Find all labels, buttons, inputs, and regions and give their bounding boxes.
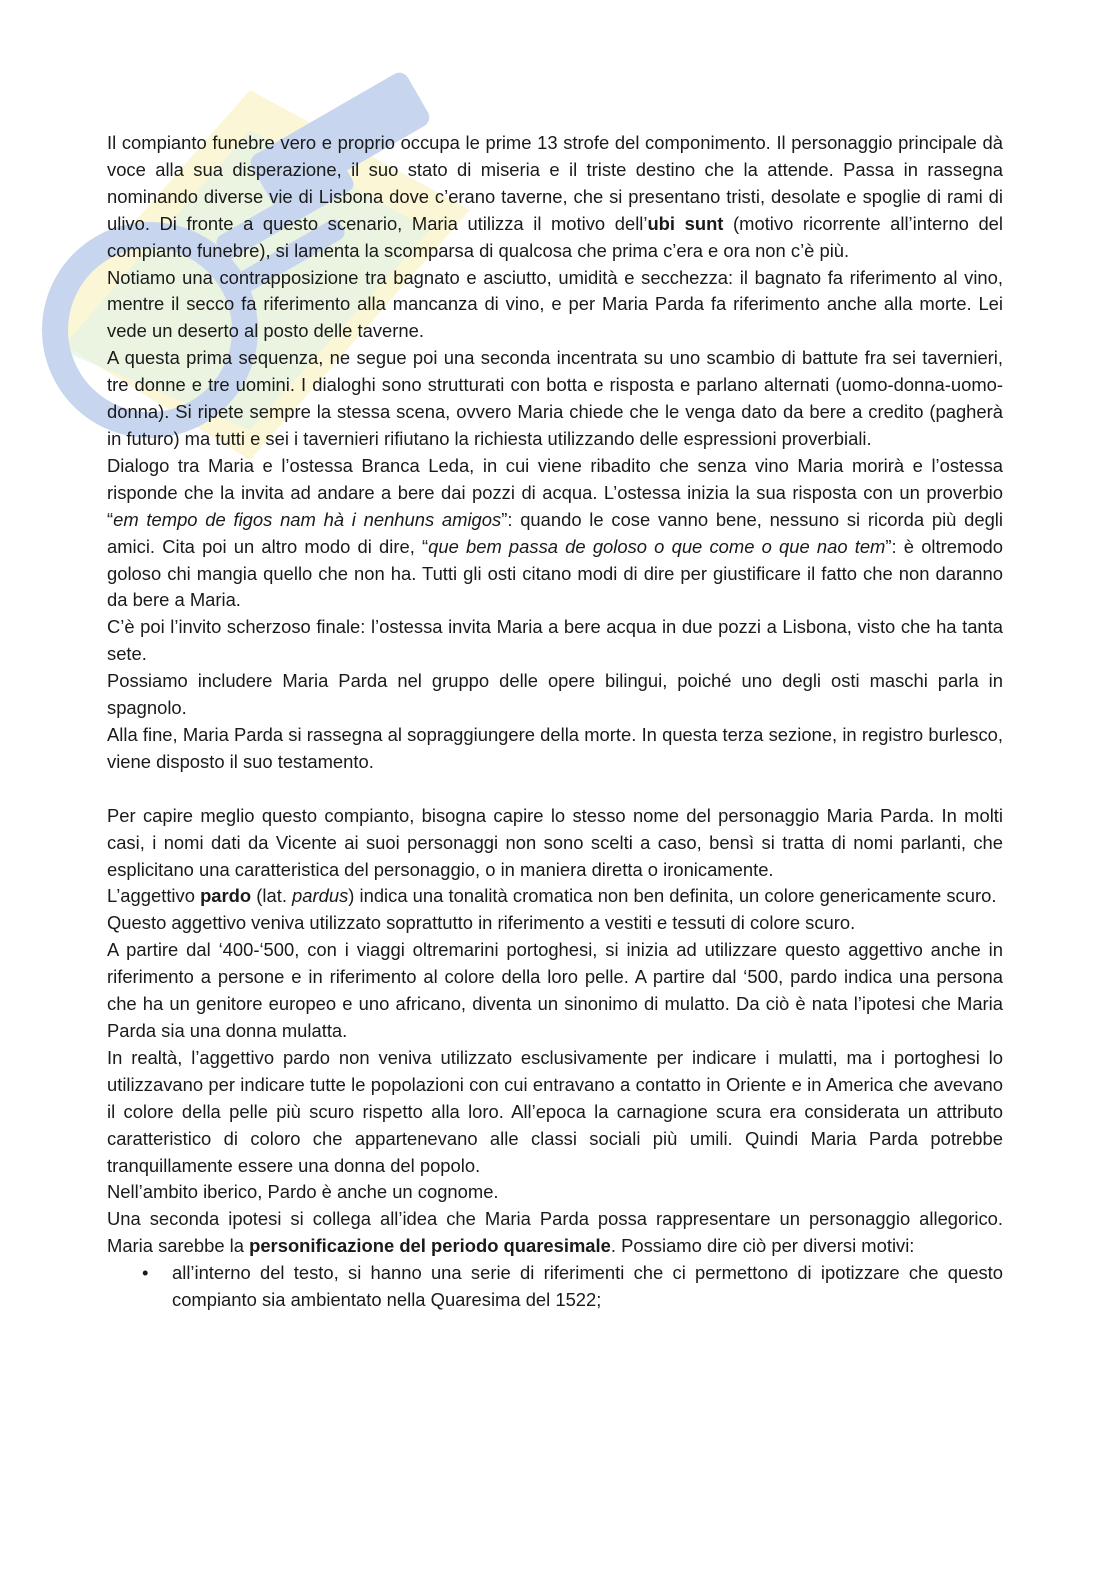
- paragraph-text: L’aggettivo: [107, 885, 201, 907]
- paragraph: In realtà, l’aggettivo pardo non veniva utilizzato esclusivamente per indicare i mulatti, ma i portoghesi lo utilizzavano per indicare tutte le popolazioni con cui entravano a contatto in Oriente e in America che avevano il colore della pelle più scuro rispetto alla loro. All’epoca la carnagione scura era considerata un attributo caratteristico di coloro che appartenevano alle classi sociali più umili. Quindi Maria Parda potrebbe tranquillamente essere una donna del popolo.: [107, 1046, 1003, 1176]
- paragraph-text: (motivo ricorrente all’interno del compianto funebre), si lamenta la scomparsa di qualcosa che prima c’era e ora non c’è più.: [107, 212, 1003, 261]
- paragraph: Possiamo includere Maria Parda nel gruppo delle opere bilingui, poiché uno degli osti maschi parla in spagnolo.: [107, 670, 1003, 719]
- bold-term: personificazione del periodo quaresimale: [249, 1235, 611, 1257]
- paragraph: Notiamo una contrapposizione tra bagnato e asciutto, umidità e secchezza: il bagnato fa riferimento al vino, mentre il secco fa riferimento alla mancanza di vino, e per Maria Parda fa riferimento anche alla morte. Lei vede un deserto al posto delle taverne.: [107, 266, 1003, 342]
- paragraph: A questa prima sequenza, ne segue poi una seconda incentrata su uno scambio di battute fra sei tavernieri, tre donne e tre uomini. I dialoghi sono strutturati con botta e risposta e parlano alternati (uomo-donna-uomo-donna). Si ripete sempre la stessa scena, ovvero Maria chiede che le venga dato da bere a credito (pagherà in futuro) ma tutti e sei i tavernieri rifiutano la richiesta utilizzando delle espressioni proverbiali.: [107, 347, 1003, 449]
- italic-term: pardus: [292, 885, 349, 907]
- paragraph: [107, 1206, 1003, 1260]
- paragraph: A partire dal ‘400-‘500, con i viaggi oltremarini portoghesi, si inizia ad utilizzare questo aggettivo anche in riferimento a persone e in riferimento al colore della loro pelle. A partire dal ‘500, pardo indica una persona che ha un genitore europeo e uno africano, diventa un sinonimo di mulatto. Da ciò è nata l’ipotesi che Maria Parda sia una donna mulatta.: [107, 939, 1003, 1041]
- blank-line: [107, 776, 1003, 803]
- paragraph: [107, 130, 1003, 265]
- list-item: [107, 1260, 1003, 1314]
- bold-term: pardo: [200, 885, 252, 907]
- paragraph-text: . Possiamo dire ciò per diversi motivi:: [610, 1235, 915, 1257]
- italic-quote: em tempo de figos nam hà i nenhuns amigos: [113, 508, 502, 530]
- list-item-text: all’interno del testo, si hanno una serie di riferimenti che ci permettono di ipotizzare che questo compianto sia ambientato nella Quaresima del 1522;: [172, 1262, 1003, 1311]
- bullet-list: [107, 1260, 1003, 1314]
- document-body: [107, 130, 1003, 1314]
- paragraph: C’è poi l’invito scherzoso finale: l’ostessa invita Maria a bere acqua in due pozzi a Lisbona, visto che ha tanta sete.: [107, 616, 1003, 665]
- paragraph-text: ”: è oltremodo goloso chi mangia quello che non ha. Tutti gli osti citano modi di dire per giustificare il fatto che non daranno da bere a Maria.: [107, 535, 1003, 611]
- italic-quote: que bem passa de goloso o que come o que nao tem: [428, 535, 886, 557]
- paragraph-text: Una seconda ipotesi si collega all’idea che Maria Parda possa rappresentare un personaggio allegorico. Maria sarebbe la: [107, 1208, 1003, 1257]
- paragraph-text: ”: quando le cose vanno bene, nessuno si ricorda più degli amici. Cita poi un altro modo di dire, “: [107, 508, 1003, 557]
- paragraph: Questo aggettivo veniva utilizzato soprattutto in riferimento a vestiti e tessuti di colore scuro.: [107, 912, 856, 934]
- paragraph: Per capire meglio questo compianto, bisogna capire lo stesso nome del personaggio Maria Parda. In molti casi, i nomi dati da Vicente ai suoi personaggi non sono scelti a caso, bensì si tratta di nomi parlanti, che esplicitano una caratteristica del personaggio, o in maniera diretta o ironicamente.: [107, 804, 1003, 880]
- paragraph-text: (lat.: [251, 885, 293, 907]
- bullet-icon: •: [142, 1262, 149, 1284]
- paragraph: [107, 453, 1003, 614]
- bold-term: ubi sunt: [647, 212, 724, 234]
- paragraph: Nell’ambito iberico, Pardo è anche un cognome.: [107, 1181, 499, 1203]
- paragraph-text: ) indica una tonalità cromatica non ben definita, un colore genericamente scuro.: [348, 885, 997, 907]
- paragraph-text: Dialogo tra Maria e l’ostessa Branca Leda, in cui viene ribadito che senza vino Maria morirà e l’ostessa risponde che la invita ad andare a bere dai pozzi di acqua. L’ostessa inizia la sua risposta con un proverbio “: [107, 454, 1003, 530]
- paragraph: [107, 883, 1003, 910]
- paragraph-text: Il compianto funebre vero e proprio occupa le prime 13 strofe del componimento. Il personaggio principale dà voce alla sua disperazione, il suo stato di miseria e il triste destino che la attende. Passa in rassegna nominando diverse vie di Lisbona dove c’erano taverne, che si presentano tristi, desolate e spoglie di rami di ulivo. Di fronte a questo scenario, Maria utilizza il motivo dell’: [107, 132, 1003, 234]
- paragraph: Alla fine, Maria Parda si rassegna al sopraggiungere della morte. In questa terza sezione, in registro burlesco, viene disposto il suo testamento.: [107, 723, 1003, 772]
